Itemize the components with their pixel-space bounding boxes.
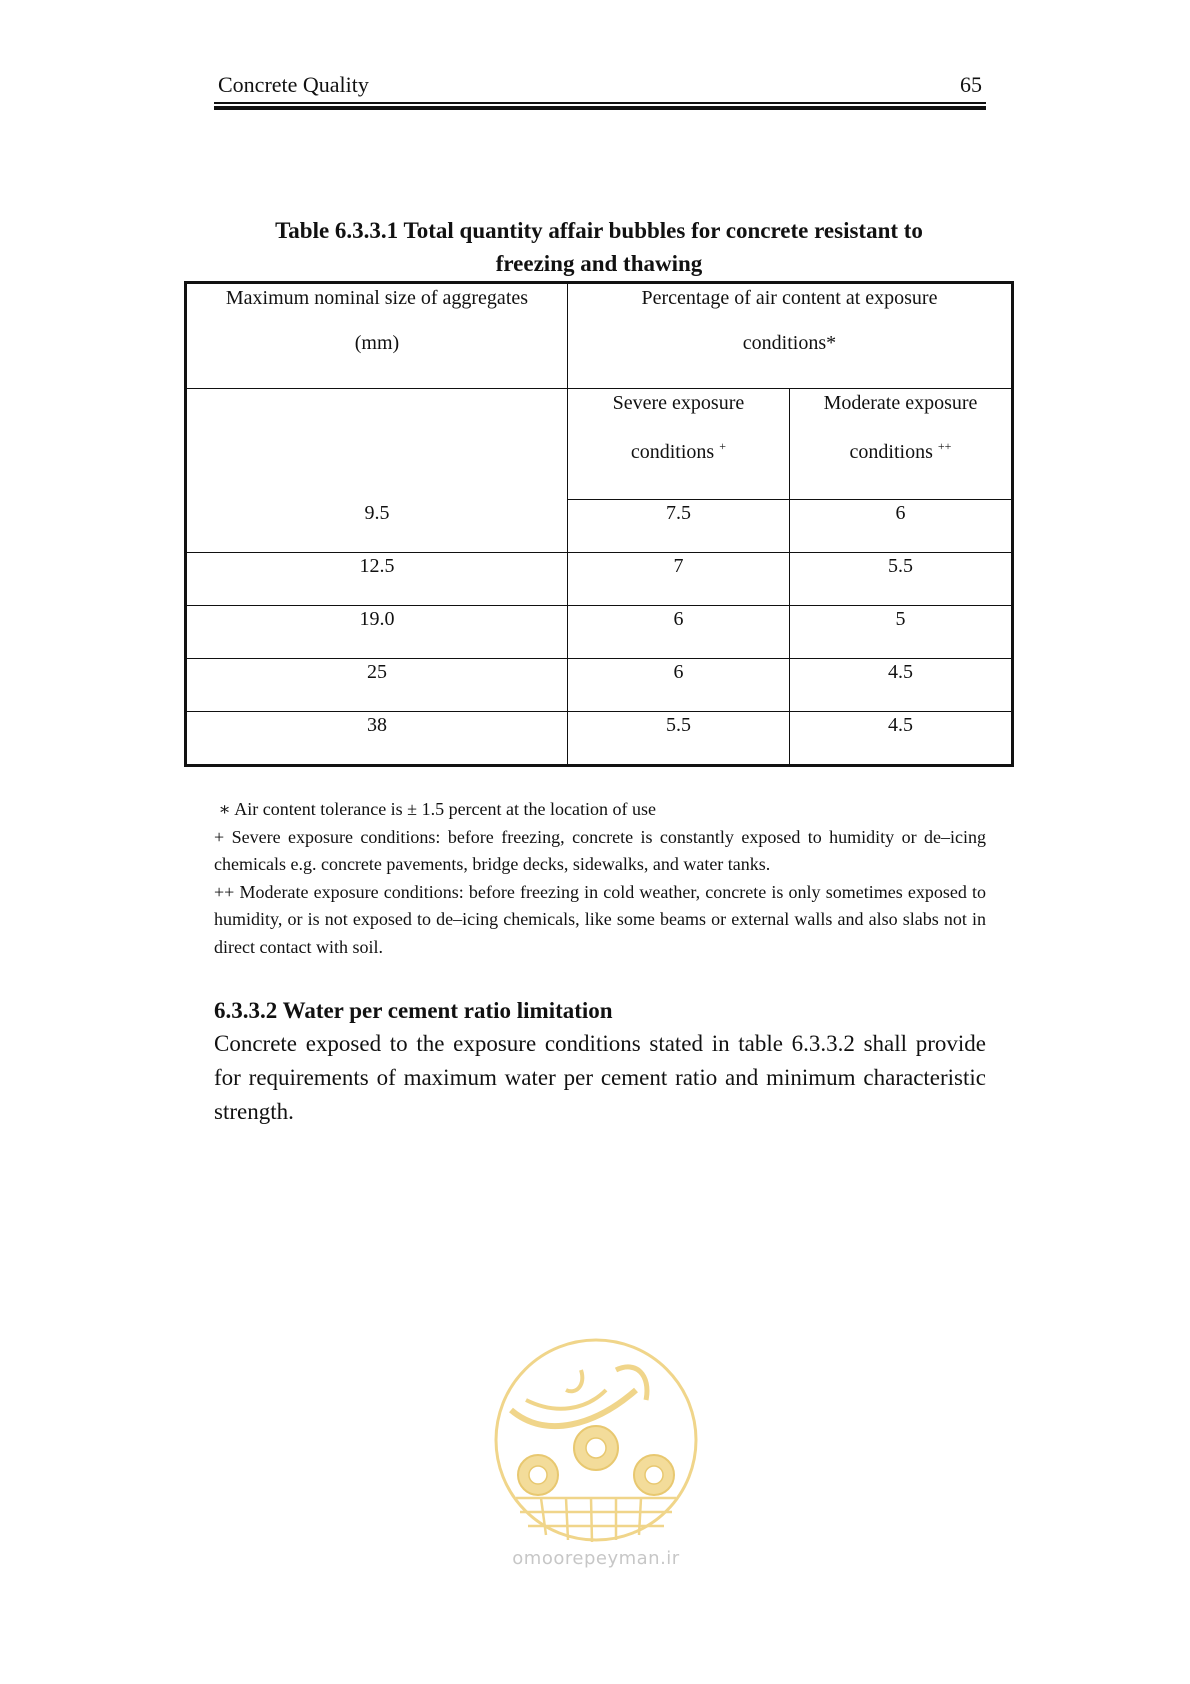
footnote-severe: + Severe exposure conditions: before freezing, concrete is constantly exposed to humidity or de–icing chemicals e.g. concrete pavements, bridge decks, sidewalks, and water tanks. (214, 826, 987, 874)
running-title: Concrete Quality (218, 72, 369, 97)
table-header-row-2 (186, 389, 1013, 500)
header-rule-thin (214, 102, 986, 104)
section-body: Concrete exposed to the exposure conditions stated in table 6.3.3.2 shall provide for requirements of maximum water per cement ratio and minimum characteristic strength. (214, 1031, 986, 1124)
table-row: 9.5 7.5 6 (186, 500, 1013, 553)
watermark-url: omoorepeyman.ir (512, 1548, 680, 1569)
col-header-aggregate-size: Maximum nominal size of aggregates (mm) (186, 283, 568, 389)
table-row: 19.0 6 5 (186, 606, 1013, 659)
footnote-air-tolerance: ∗ Air content tolerance is ± 1.5 percent at the location of use (218, 799, 656, 819)
page-header (214, 70, 984, 100)
col-header-severe: Severe exposure conditions + (567, 389, 789, 500)
page-number: 65 (960, 72, 982, 97)
section-heading: 6.3.3.2 Water per cement ratio limitation (214, 998, 613, 1023)
air-content-table (184, 281, 1014, 767)
footnote-moderate: ++ Moderate exposure conditions: before freezing in cold weather, concrete is only sometimes exposed to humidity, or is not exposed to de–icing chemicals, like some beams or external walls and also slabs not in direct contact with soil. (214, 881, 986, 957)
caption-line-2: freezing and thawing (495, 251, 703, 276)
table-row: 38 5.5 4.5 (186, 712, 1013, 766)
col-header-moderate: Moderate exposure conditions ++ (789, 389, 1012, 500)
table-caption (184, 214, 1014, 280)
severe-mark: + (719, 439, 726, 453)
table-header-row-1 (186, 283, 1013, 389)
col-header-air-percentage: Percentage of air content at exposure conditions* (567, 283, 1012, 389)
caption-line-1: Table 6.3.3.1 Total quantity affair bubbles for concrete resistant to (275, 218, 923, 243)
moderate-mark: ++ (937, 439, 952, 453)
table-row: 25 6 4.5 (186, 659, 1013, 712)
table-row: 12.5 7 5.5 (186, 553, 1013, 606)
table-footnotes (214, 796, 986, 961)
blank-header-cell (186, 389, 568, 500)
header-rule-thick (214, 106, 986, 110)
